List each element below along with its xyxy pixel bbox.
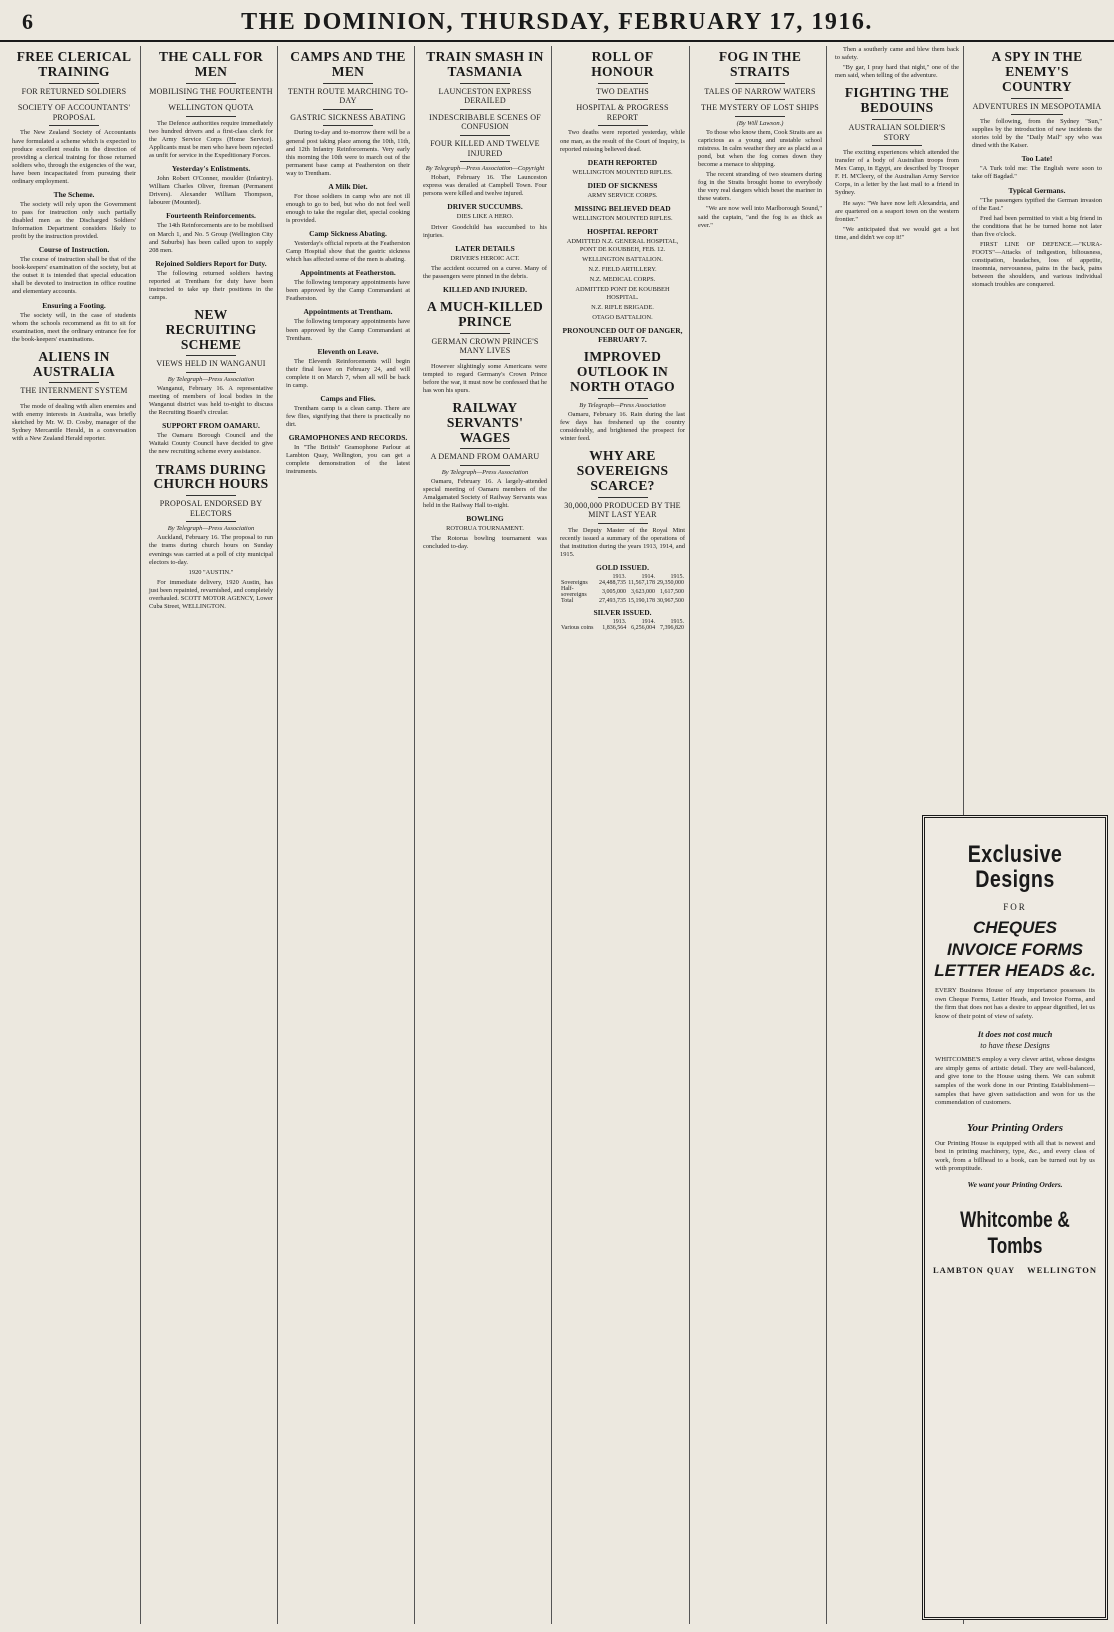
table-cell: 6,256,004	[631, 625, 656, 632]
article-paragraph: Driver Goodchild has succumbed to his injuries.	[423, 223, 547, 239]
article-paragraph: "We anticipated that we would get a hot time, and didn't we cop it!"	[835, 225, 959, 241]
section-note: WELLINGTON MOUNTED RIFLES.	[572, 168, 673, 176]
deck-rule	[186, 116, 236, 117]
headline-rule	[460, 448, 510, 449]
article	[12, 50, 136, 344]
article-paragraph: Two deaths were reported yesterday, while one man, as the result of the Court of Inquiry, is reported missing believed dead.	[560, 129, 685, 153]
article-paragraph: The Defence authorities require immediately two hundred drivers and a first-class clerk for the Army Service Corps (Home Service). Applicants must be men who have been rejected as unfit for service in the Expeditionary Forces.	[149, 119, 273, 160]
headline-rule	[49, 382, 99, 383]
article-paragraph: The exciting experiences which attended the transfer of a body of Australian troops from Mex Camp, in Egypt, are described by Trooper F. H. M'Cleery, of the Australian Army Service Corps, in a letter by the last mail to a friend in Sydney.	[835, 149, 959, 197]
article-paragraph: Wanganui, February 16. A representative meeting of members of local bodies in the Wanganui district was held to-night to discuss the Recruiting Board's circular.	[149, 385, 273, 417]
deck-rule	[460, 359, 510, 360]
headline-rule	[598, 83, 648, 84]
section-subheading: HOSPITAL REPORT	[587, 226, 658, 236]
table-cell: 27,493,735	[599, 598, 626, 605]
section-subheading: Appointments at Featherston.	[300, 268, 396, 278]
article	[835, 86, 959, 242]
article-deck: ADVENTURES IN MESOPOTAMIA	[972, 101, 1102, 111]
ad-paragraph: EVERY Business House of any importance possesses its own Cheque Forms, Letter Heads, and Invoice Forms, and the firm that does not has a desire to appear dignified, let us know of their point of view of safety.	[935, 987, 1095, 1020]
table-header-cell: 1913.	[612, 619, 627, 626]
article-headline: FREE CLERICAL TRAINING	[16, 49, 132, 79]
headline-rule	[186, 83, 236, 84]
article-deck: FOR RETURNED SOLDIERS	[21, 86, 127, 96]
article-paragraph: Oamaru, February 16. Rain during the last few days has freshened up the country considerably, and brightened the prospect for winter feed.	[560, 410, 685, 443]
ad-product-letterheads: LETTER HEADS &c.	[934, 961, 1096, 981]
article-byline: By Telegraph—Press Association	[167, 525, 255, 533]
column-1	[8, 46, 141, 1624]
article-paragraph: The Oamaru Borough Council and the Waitaki County Council have decided to give the new recruiting scheme every assistance.	[149, 432, 273, 456]
article-paragraph: The following returned soldiers having reported at Trentham for duty have been instructed to take up their positions in the camps.	[149, 269, 273, 301]
article-deck: VIEWS HELD IN WANGANUI	[156, 359, 266, 369]
article-paragraph: During to-day and to-morrow there will be a general post taking place among the 10th, 11th, and 12th Infantry Reinforcements. Very early this morning the 10th were to march out of the permanent base camp at Featherston on their way to Trentham.	[286, 129, 410, 177]
article-paragraph: "A Turk told me: The English were soon to take off Bagdad."	[972, 165, 1102, 181]
article-deck: THE INTERNMENT SYSTEM	[20, 386, 128, 396]
ad-address-street: LAMBTON QUAY	[933, 1264, 1016, 1275]
section-subheading: KILLED AND INJURED.	[443, 284, 527, 294]
section-subheading: Appointments at Trentham.	[303, 307, 393, 317]
article-paragraph: Trentham camp is a clean camp. There are few flies, signifying that there is practically no dirt.	[286, 404, 410, 429]
deck-rule	[1011, 114, 1063, 115]
article-headline: ROLL OF HONOUR	[591, 49, 654, 79]
table-cell: Various coins	[561, 625, 594, 632]
deck-rule	[598, 523, 648, 524]
article-headline: CAMPS AND THE MEN	[290, 49, 406, 79]
article-paragraph: "We are now well into Marlborough Sound," said the captain, "and the fog is as thick as ever."	[698, 205, 822, 229]
article-paragraph: Hobart, February 16. The Launceston express was derailed at Campbell Town. Four persons were killed and twelve injured.	[423, 174, 547, 198]
article-paragraph: The Rotorua bowling tournament was concluded to-day.	[423, 535, 547, 551]
article-paragraph: For those soldiers in camp who are not ill enough to go to bed, but who do not feel well enough to take the regular diet, special cooking is provided.	[286, 192, 410, 225]
mint-table	[560, 574, 685, 604]
table-header-cell: 1914.	[641, 574, 655, 581]
ad-product-cheques: CHEQUES	[972, 918, 1058, 938]
table-cell: Half-sovereigns	[561, 586, 587, 599]
article-paragraph: For immediate delivery, 1920 Austin, has just been repainted, revarnished, and completely overhauled. SCOTT MOTOR AGENCY, Lower Cuba Street, WELLINGTON.	[149, 578, 273, 610]
article-paragraph: "By gar, I pray hard that night," one of the men said, when telling of the adventure.	[835, 64, 959, 80]
article-deck: TENTH ROUTE MARCHING TO-DAY	[287, 86, 409, 106]
article	[560, 449, 685, 631]
article	[560, 350, 685, 443]
table-caption: GOLD ISSUED.	[596, 563, 649, 573]
article-deck: HOSPITAL & PROGRESS REPORT	[576, 103, 669, 122]
section-note: WELLINGTON BATTALION.	[582, 255, 663, 263]
section-note: DIES LIKE A HERO.	[456, 213, 514, 221]
deck-rule	[323, 125, 373, 126]
article-headline: TRAMS DURING CHURCH HOURS	[153, 461, 269, 492]
table-cell: 7,396,820	[660, 625, 684, 632]
section-subheading: DEATH REPORTED	[587, 157, 658, 167]
column-6	[694, 46, 827, 1624]
deck-rule	[186, 521, 236, 522]
article-deck: TALES OF NARROW WATERS	[704, 86, 816, 96]
section-note: 1920 "AUSTIN."	[188, 568, 234, 576]
section-note: ROTORUA TOURNAMENT.	[446, 525, 524, 533]
article-byline: By Telegraph—Press Association	[441, 469, 529, 477]
deck-rule	[186, 99, 236, 100]
section-subheading: Camps and Flies.	[320, 393, 376, 403]
section-subheading: Too Late!	[1021, 154, 1053, 164]
table-row	[560, 586, 685, 598]
article-paragraph: John Robert O'Conner, moulder (Infantry). William Charles Oliver, fireman (Permanent Drivers). Alexander William Thompson, labourer (Mounted).	[149, 175, 273, 207]
headline-rule	[598, 497, 648, 498]
article-headline: ALIENS IN AUSTRALIA	[32, 348, 116, 379]
deck-rule	[735, 116, 785, 117]
table-cell: 15,190,178	[628, 598, 655, 605]
section-note: N.Z. MEDICAL CORPS.	[589, 276, 656, 284]
article-headline: RAILWAY SERVANTS' WAGES	[446, 399, 524, 445]
article-headline: THE CALL FOR MEN	[158, 49, 264, 79]
table-cell: 1,617,500	[660, 589, 684, 596]
table-row	[560, 625, 685, 631]
table-header-cell: 1913.	[612, 574, 626, 581]
headline-rule	[186, 355, 236, 356]
article	[286, 50, 410, 476]
article-paragraph: Oamaru, February 16. A largely-attended special meeting of Oamaru members of the Amalgamated Society of Railway Servants was held in the Railway Hall to-night.	[423, 478, 547, 510]
ad-emphasis-second: to have these Designs	[980, 1041, 1050, 1051]
ad-for-label: FOR	[1003, 902, 1027, 913]
headline-rule	[598, 398, 648, 399]
section-subheading: Fourteenth Reinforcements.	[166, 211, 256, 221]
table-header-cell: 1915.	[670, 619, 684, 626]
deck-rule	[49, 399, 99, 400]
ad-emphasis: It does not cost much	[977, 1029, 1053, 1040]
table-cell: 11,567,178	[628, 580, 655, 587]
column-2	[145, 46, 278, 1624]
deck-rule	[49, 99, 99, 100]
article-paragraph: However slightingly some Americans were tempted to regard Germany's Crown Prince before the war, it must now be confessed that he has won his spurs.	[423, 362, 547, 394]
deck-rule	[598, 125, 648, 126]
deck-rule	[460, 135, 510, 136]
article	[423, 300, 547, 395]
article-paragraph: The 14th Reinforcements are to be mobilised on March 1, and No. 5 Group (Wellington City and Suburbs) has been called upon to supply 208 men.	[149, 222, 273, 254]
headline-rule	[1011, 98, 1063, 99]
table-cell: 24,488,735	[599, 580, 626, 587]
deck-rule	[49, 125, 99, 126]
section-subheading: Course of Instruction.	[38, 245, 110, 255]
mint-table	[560, 619, 685, 631]
deck-rule	[735, 99, 785, 100]
article-paragraph: The mode of dealing with alien enemies and with enemy interests in Australia, was briefly sketched by Mr. W. D. Cosby, manager of the Sydney Mercantile Herald, in a conversation with a New Zealand Herald reporter.	[12, 403, 136, 443]
article-deck: FOUR KILLED AND TWELVE INJURED	[430, 139, 540, 158]
article	[149, 463, 273, 611]
article-paragraph: The society will rely upon the Government to pass for instruction only such partially disabled men as the Discharged Soldiers' Information Department considers likely to profit by the instruction provided.	[12, 200, 136, 241]
article-paragraph: The accident occurred on a curve. Many of the passengers were pinned in the debris.	[423, 264, 547, 280]
section-subheading: Ensuring a Footing.	[42, 300, 106, 310]
section-note: N.Z. FIELD ARTILLERY.	[588, 266, 657, 274]
section-note: DRIVER'S HEROIC ACT.	[450, 254, 520, 262]
headline-rule	[872, 119, 922, 120]
article-byline: (By Will Lawson.)	[736, 119, 784, 127]
article-deck: AUSTRALIAN SOLDIER'S STORY	[848, 122, 946, 142]
headline-rule	[460, 333, 510, 334]
headline-rule	[186, 495, 236, 496]
article-byline: By Telegraph—Press Association	[579, 401, 666, 409]
article-paragraph: The society will, in the case of students whom the schools recommend as fit to sit for examination, meet the ordinary entrance fee for the book-keepers' examinations.	[12, 311, 136, 343]
deck-rule	[186, 372, 236, 373]
table-cell: 29,350,000	[657, 580, 684, 587]
article-deck: TWO DEATHS	[596, 86, 649, 96]
ad-address-city: WELLINGTON	[1027, 1264, 1097, 1275]
article	[560, 50, 685, 344]
section-subheading: The Scheme.	[53, 189, 95, 199]
table-cell: Sovereigns	[561, 580, 588, 587]
article-headline: FOG IN THE STRAITS	[718, 49, 802, 79]
table-cell: 1,836,564	[602, 625, 627, 632]
table-header-cell: 1914.	[641, 619, 656, 626]
printing-advertisement	[922, 815, 1108, 1620]
article-paragraph: "The passengers typified the German invasion of the East."	[972, 196, 1102, 212]
table-caption: SILVER ISSUED.	[593, 608, 652, 618]
section-subheading: Rejoined Soldiers Report for Duty.	[155, 258, 267, 268]
headline-rule	[460, 83, 510, 84]
ad-firm-name: Whitcombe & Tombs	[960, 1206, 1070, 1258]
section-note: OTAGO BATTALION.	[592, 314, 653, 322]
article-paragraph: The Eleventh Reinforcements will begin their final leave on February 24, and will complete it on March 7, when all will be back in camp.	[286, 357, 410, 389]
section-subheading: BOWLING	[466, 514, 504, 524]
page-number: 6	[22, 9, 33, 34]
article-paragraph: The Deputy Master of the Royal Mint recently issued a summary of the operations of that institution during the years 1913, 1914, and 1915.	[560, 526, 685, 559]
article	[149, 50, 273, 302]
article-paragraph: Then a southerly came and blew them back to safety.	[835, 46, 959, 62]
table-row	[560, 580, 685, 586]
article-deck: SOCIETY OF ACCOUNTANTS' PROPOSAL	[17, 103, 131, 122]
article-deck: 30,000,000 PRODUCED BY THE MINT LAST YEAR	[564, 500, 681, 520]
table-row	[560, 598, 685, 604]
deck-rule	[460, 465, 510, 466]
column-3	[282, 46, 415, 1624]
column-8	[968, 46, 1106, 811]
article	[12, 350, 136, 444]
section-note: ADMITTED N.Z. GENERAL HOSPITAL, PONT DE KOUBBEH, FEB. 12.	[566, 237, 679, 253]
table-cell: Total	[561, 598, 574, 605]
section-note: ADMITTED PONT DE KOUBBEH HOSPITAL.	[575, 286, 670, 302]
article	[423, 401, 547, 552]
ad-printing-heading: Your Printing Orders	[967, 1121, 1063, 1134]
article-paragraph: He says: "We have now left Alexandria, and are quartered on a seaport town on the western frontier."	[835, 199, 959, 223]
headline-rule	[735, 83, 785, 84]
table-cell: 3,005,000	[602, 589, 626, 596]
ad-paragraph: WHITCOMBE'S employ a very clever artist, whose designs are simply gems of artistic detail. They are well-balanced, and give tone to the House using them. We can submit samples of the work done in our Printing Establishment—samples that have given satisfaction and won for us the commendation of customers.	[935, 1056, 1095, 1107]
section-subheading: Typical Germans.	[1008, 185, 1066, 195]
deck-rule	[460, 161, 510, 162]
deck-rule	[460, 109, 510, 110]
section-subheading: DIED OF SICKNESS	[587, 180, 658, 190]
article-deck: MOBILISING THE FOURTEENTH	[149, 86, 273, 96]
article	[149, 308, 273, 457]
section-subheading: Yesterday's Enlistments.	[171, 164, 251, 174]
ad-title: Exclusive Designs	[967, 841, 1063, 894]
section-note: N.Z. RIFLE BRIGADE.	[591, 304, 654, 312]
article-deck: GASTRIC SICKNESS ABATING	[290, 112, 406, 122]
ad-product-invoice: INVOICE FORMS	[946, 939, 1083, 959]
section-subheading: DRIVER SUCCUMBS.	[447, 202, 523, 212]
article-headline: A SPY IN THE ENEMY'S COUNTRY	[991, 49, 1083, 94]
article-paragraph: The New Zealand Society of Accountants have formulated a scheme which is expected to produce excellent results in the direction of providing a clerical training for those returned soldiers who, through the exigencies of the war, have been incapacitated from pursuing their ordinary employment.	[12, 129, 136, 185]
article-paragraph: The following temporary appointments have been approved by the Camp Commandant at Trentham.	[286, 318, 410, 342]
section-subheading: PRONOUNCED OUT OF DANGER, FEBRUARY 7.	[562, 326, 683, 345]
article-byline: By Telegraph—Press Association—Copyright	[425, 165, 545, 173]
article-paragraph: The course of instruction shall be that of the book-keepers' examination of the society, but at the outset it is intended that special education shall be devoted to instruction in office routine and elementary accounts.	[12, 256, 136, 296]
ad-address	[933, 1265, 1097, 1275]
section-subheading: Eleventh on Leave.	[317, 346, 379, 356]
section-subheading: MISSING BELIEVED DEAD	[574, 203, 671, 213]
table-header-cell: 1915.	[670, 574, 684, 581]
article-headline: FIGHTING THE BEDOUINS	[844, 85, 950, 116]
section-note: ARMY SERVICE CORPS.	[587, 191, 658, 199]
article-headline: WHY ARE SOVEREIGNS SCARCE?	[576, 448, 669, 493]
ad-paragraph: Our Printing House is equipped with all that is newest and best in printing machinery, type, &c., and every class of work, from a billhead to a book, can be turned out by us with promptitude.	[935, 1139, 1095, 1173]
deck-rule	[872, 145, 922, 146]
ad-tagline: We want your Printing Orders.	[967, 1179, 1063, 1189]
article	[698, 50, 822, 230]
article-deck: WELLINGTON QUOTA	[168, 103, 254, 113]
section-subheading: GRAMOPHONES AND RECORDS.	[288, 433, 408, 443]
article-paragraph: In "The British" Gramophone Parlour at Lambton Quay, Wellington, you can get a complete demonstration of the latest instruments.	[286, 444, 410, 476]
article-deck: INDESCRIBABLE SCENES OF CONFUSION	[429, 112, 541, 132]
article-paragraph: To those who know them, Cook Straits are as capricious as a young and unstable school mistress. In calm weather they are as placid as a pond, but when the fog comes down they become a menace to shipping.	[698, 128, 822, 169]
masthead	[0, 0, 1114, 42]
column-5	[556, 46, 690, 1624]
headline-rule	[323, 83, 373, 84]
headline-rule	[49, 83, 99, 84]
section-subheading: Camp Sickness Abating.	[309, 229, 387, 239]
article-headline: NEW RECRUITING SCHEME	[165, 306, 257, 352]
article-headline: IMPROVED OUTLOOK IN NORTH OTAGO	[570, 349, 675, 395]
deck-rule	[323, 109, 373, 110]
article-deck: A DEMAND FROM OAMARU	[430, 452, 540, 462]
article-deck: THE MYSTERY OF LOST SHIPS	[701, 103, 819, 113]
section-subheading: SUPPORT FROM OAMARU.	[162, 421, 260, 431]
section-subheading: A Milk Diet.	[328, 181, 368, 191]
article-headline: TRAIN SMASH IN TASMANIA	[426, 49, 544, 79]
article-paragraph: Auckland, February 16. The proposal to run the trams during church hours on Sunday evenings was carried at a poll of city municipal electors to-day.	[149, 534, 273, 566]
newspaper-title: THE DOMINION, THURSDAY, FEBRUARY 17, 1916.	[241, 9, 873, 35]
table-cell: 3,623,000	[631, 589, 655, 596]
article-headline: A MUCH-KILLED PRINCE	[426, 298, 544, 329]
deck-rule	[598, 99, 648, 100]
article-paragraph: The following temporary appointments have been approved by the Camp Commandant at Featherston.	[286, 279, 410, 303]
article-deck: LAUNCESTON EXPRESS DERAILED	[438, 86, 532, 106]
article	[972, 50, 1102, 289]
section-note: WELLINGTON MOUNTED RIFLES.	[572, 214, 673, 222]
article	[423, 50, 547, 294]
article-paragraph: The recent stranding of two steamers during fog in the Straits brought home to everybody the very real dangers which beset the mariner in these waters.	[698, 171, 822, 203]
article	[835, 46, 959, 80]
article-deck: PROPOSAL ENDORSED BY ELECTORS	[159, 499, 263, 518]
article-paragraph: The following, from the Sydney "Sun," supplies by the introduction of new incidents the stories told by the "Daily Mail" spy who was dined with the Kaiser.	[972, 118, 1102, 150]
column-4	[419, 46, 552, 1624]
section-subheading: LATER DETAILS	[455, 243, 515, 253]
article-paragraph: Fred had been permitted to visit a big friend in the conditions that he be turned home not later than five o'clock.	[972, 214, 1102, 238]
article-paragraph: FIRST LINE OF DEFENCE.—"KURA-FOOTS"—Attacks of indigestion, biliousness, constipation, headaches, loss of appetite, insomnia, nervousness, pains in the back, pains between the shoulders, and various individual stomach troubles are conquered.	[972, 240, 1102, 289]
article-byline: By Telegraph—Press Association	[167, 376, 255, 384]
article-deck: GERMAN CROWN PRINCE'S MANY LIVES	[431, 336, 539, 356]
article-paragraph: Yesterday's official reports at the Featherston Camp Hospital show that the gastric sickness which has affected some of the men is abating.	[286, 240, 410, 264]
table-cell: 30,967,500	[657, 598, 684, 605]
